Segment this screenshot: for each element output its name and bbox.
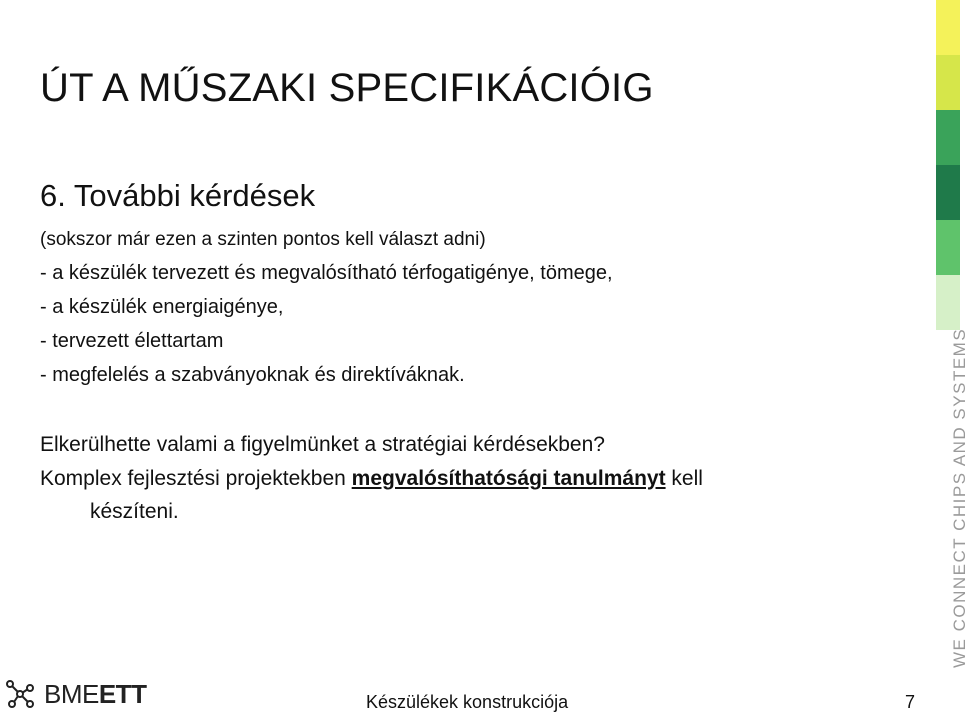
tagline-vertical: WE CONNECT CHIPS AND SYSTEMS bbox=[950, 327, 969, 668]
circuit-logo-icon bbox=[4, 678, 36, 710]
question-list bbox=[40, 226, 910, 392]
list-item: - tervezett élettartam bbox=[40, 330, 224, 352]
slide-title: ÚT A MŰSZAKI SPECIFIKÁCIÓIG bbox=[40, 66, 654, 110]
stripe-segment bbox=[936, 55, 960, 110]
stripe-segment bbox=[936, 0, 960, 55]
list-item: - a készülék tervezett és megvalósítható térfogatigénye, tömege, bbox=[40, 262, 613, 284]
feasibility-paragraph bbox=[40, 462, 900, 528]
paragraph-text: kell bbox=[665, 467, 703, 490]
page-number: 7 bbox=[905, 692, 916, 712]
logo-part-ett: ETT bbox=[98, 678, 147, 709]
stripe-segment bbox=[936, 165, 960, 220]
logo-wordmark bbox=[44, 679, 146, 710]
stripe-segment bbox=[936, 275, 960, 330]
section-heading: 6. További kérdések bbox=[40, 178, 316, 213]
logo-part-bme: BME bbox=[44, 678, 99, 709]
strategy-question: Elkerülhette valami a figyelmünket a stratégiai kérdésekben? bbox=[40, 433, 605, 456]
stripe-segment bbox=[936, 110, 960, 165]
stripe-segment bbox=[936, 220, 960, 275]
feasibility-study-emphasis: megvalósíthatósági tanulmányt bbox=[351, 467, 666, 490]
color-stripe bbox=[936, 0, 960, 330]
bmeett-logo bbox=[4, 678, 146, 710]
paragraph-text: Komplex fejlesztési projektekben bbox=[40, 467, 352, 490]
list-item: - a készülék energiaigénye, bbox=[40, 296, 284, 318]
footer-title: Készülékek konstrukciója bbox=[366, 692, 569, 712]
paragraph-continuation: készíteni. bbox=[90, 500, 179, 523]
list-intro: (sokszor már ezen a szinten pontos kell választ adni) bbox=[40, 229, 486, 250]
list-item: - megfelelés a szabványoknak és direktíváknak. bbox=[40, 364, 465, 386]
